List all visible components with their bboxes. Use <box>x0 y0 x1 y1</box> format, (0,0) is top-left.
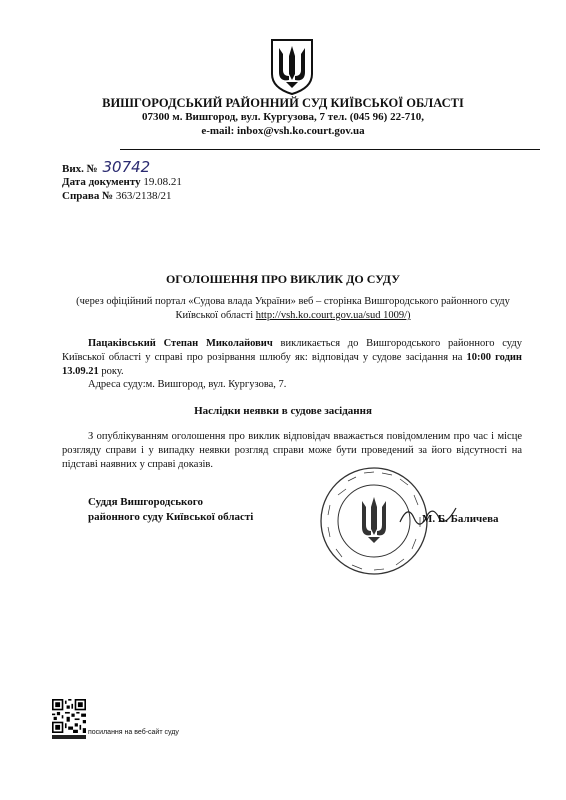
case-number: 363/2138/21 <box>115 190 172 202</box>
outgoing-label: Вих. № <box>62 163 98 175</box>
portal-line1: (через офіційний портал «Судова влада України» веб – сторінка Вишгородського районного суду <box>76 296 510 307</box>
header-divider <box>120 149 540 150</box>
summons-body: викликається до Вишгородського районного суду Київської області у справі про розірвання шлюбу як: відповідач у судове засідання на <box>62 338 522 363</box>
document-date-label: Дата документу <box>62 176 141 188</box>
person-name: Пацаківський Степан Миколайович <box>88 338 273 349</box>
portal-link[interactable]: http://vsh.ko.court.gov.ua/sud 1009/) <box>255 310 411 321</box>
case-number-row <box>62 190 172 202</box>
hearing-time: 10:00 годин 13.09.21 <box>62 352 522 377</box>
case-label: Справа № <box>62 190 114 202</box>
court-name: ВИШГОРОДСЬКИЙ РАЙОННИЙ СУД КИЇВСЬКОЇ ОБЛАСТІ <box>102 96 464 110</box>
court-address: 07300 м. Вишгород, вул. Кургузова, 7 тел. (045 96) 22-710, <box>141 111 425 123</box>
qr-code-icon[interactable] <box>52 697 86 735</box>
portal-info <box>58 295 528 323</box>
judge-role-line1: Суддя Вишгородського <box>88 496 203 508</box>
consequences-title: Наслідки неявки в судове засідання <box>194 405 372 417</box>
court-email: e-mail: inbox@vsh.ko.court.gov.ua <box>201 125 365 137</box>
consequences-text: З опублікуванням оголошення про виклик відповідач вважається повідомленим про час і місце розгляду справи і у випадку неявки розгляд справи може бути проведений за його відсутності на підставі наявних у справі доказів. <box>62 431 522 470</box>
judge-name: М. Б. Баличева <box>422 513 499 525</box>
document-date-row <box>62 176 182 188</box>
document-date-value: 19.08.21 <box>143 176 182 188</box>
judge-role-line2: районного суду Київської області <box>88 511 254 523</box>
qr-caption: посилання на веб-сайт суду <box>88 729 179 736</box>
qr-underline <box>52 735 86 739</box>
hearing-year-suffix: року. <box>98 366 124 377</box>
notice-title: ОГОЛОШЕННЯ ПРО ВИКЛИК ДО СУДУ <box>165 272 401 286</box>
court-address-line: Адреса суду:м. Вишгород, вул. Кургузова, 7. <box>88 379 287 390</box>
coat-of-arms-trident-icon <box>268 38 316 96</box>
outgoing-number: 30742 <box>102 158 151 176</box>
summons-paragraph <box>62 337 522 379</box>
portal-line2-prefix: Київської області <box>175 310 256 321</box>
outgoing-number-row <box>62 158 150 176</box>
